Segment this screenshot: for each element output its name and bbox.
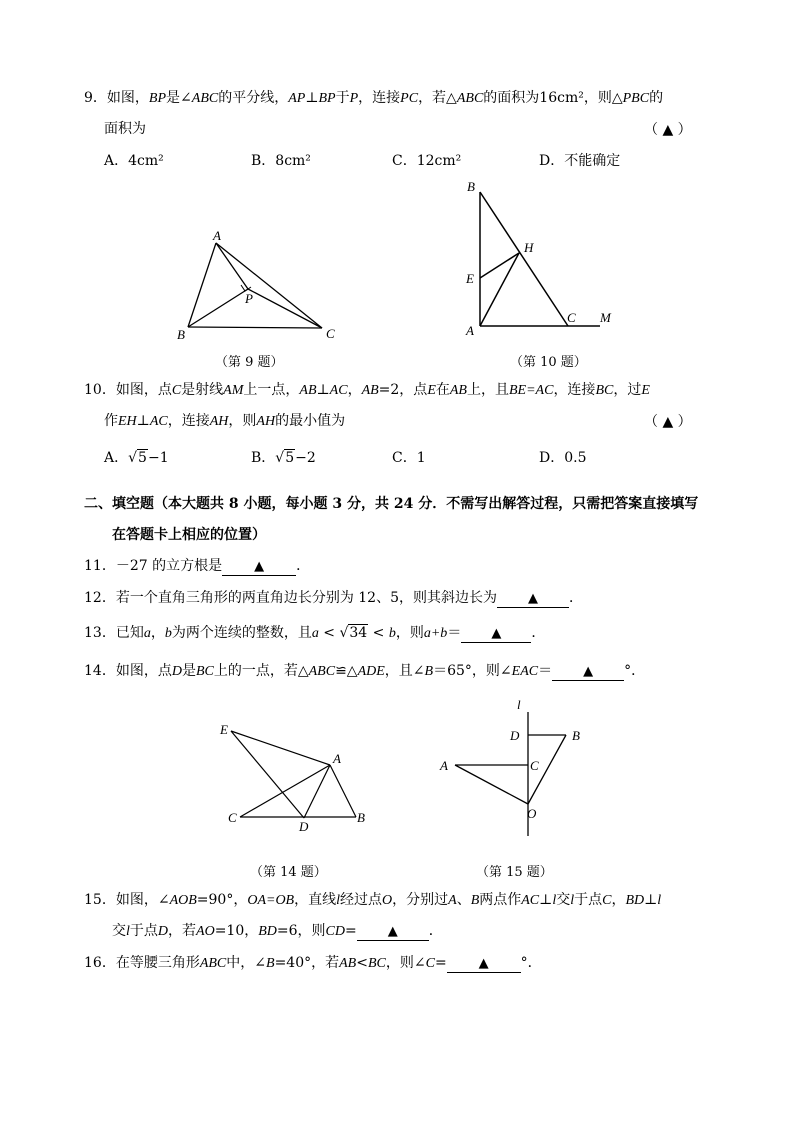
q9-seg-ab (188, 243, 216, 327)
q10-choice-a: A．√5−1 (104, 450, 169, 466)
q10-label-m: M (600, 310, 611, 325)
q9-seg-bc (188, 327, 322, 328)
q15-seg-bo (528, 735, 566, 804)
q9-seg-ap (216, 243, 248, 289)
q14-label-a: A (333, 751, 341, 766)
q15-label-b: B (572, 728, 580, 743)
q15-label-l: l (517, 697, 521, 712)
sqrt-symbol: √34 (339, 625, 368, 641)
q15-label-d: D (510, 728, 520, 743)
q9-label-a: A (213, 228, 221, 243)
q9-caption: （第 9 题） (215, 355, 284, 370)
q9-seg-bp (188, 289, 248, 327)
q10-choice-c: C．1 (392, 450, 426, 466)
q12-blank[interactable]: ▲ (497, 590, 569, 608)
q14-label-b: B (357, 810, 365, 825)
q15-label-o: O (527, 806, 537, 821)
q10-line2: 作EH⊥AC，连接AH，则AH的最小值为 (104, 413, 346, 429)
q14-caption: （第 14 题） (250, 865, 327, 880)
q14-blank[interactable]: ▲ (552, 663, 624, 681)
q15-blank[interactable]: ▲ (357, 923, 429, 941)
q14-seg-ab (330, 765, 356, 817)
q14-seg-ad (304, 765, 330, 818)
q10-caption: （第 10 题） (510, 355, 587, 370)
q10-line1: 10．如图，点C是射线AM上一点，AB⊥AC，AB=2，点E在AB上，且BE=AC，连接BC，过E (84, 382, 650, 398)
q9-choice-d: D．不能确定 (539, 153, 621, 169)
q15-seg-ao (455, 765, 528, 804)
q10-label-a: A (466, 323, 474, 338)
q10-choice-d: D．0.5 (539, 450, 587, 466)
q10-label-h: H (524, 240, 534, 255)
q10-seg-ah (480, 253, 519, 326)
q16-blank[interactable]: ▲ (447, 955, 521, 973)
q9-seg-ac (216, 243, 322, 328)
q15-caption: （第 15 题） (476, 865, 553, 880)
q9-label-b: B (177, 327, 185, 342)
q14-seg-ea (231, 731, 330, 765)
q15-label-c: C (530, 758, 539, 773)
q14: 14．如图，点D是BC上的一点，若△ABC≌△ADE，且∠B＝65°，则∠EAC＝ ▲ °． (84, 663, 646, 679)
q16: 16．在等腰三角形ABC中，∠B=40°，若AB<BC，则∠C= ▲ °． (84, 955, 542, 971)
q9-choice-c: C．12cm² (392, 153, 462, 169)
q14-seg-ed (231, 731, 304, 818)
q9-line1: 9．如图，BP是∠ABC的平分线，AP⊥BP于P，连接PC，若△ABC的面积为16cm²，则△PBC的 (84, 90, 664, 106)
q9-choice-b: B．8cm² (251, 153, 311, 169)
q10-seg-bc (480, 192, 568, 326)
q14-label-d: D (299, 819, 309, 834)
section2-heading-line2: 在答题卡上相应的位置） (112, 527, 266, 543)
q10-choice-b: B．√5−2 (251, 450, 316, 466)
q9-answer-bracket: （ ▲ ） (644, 122, 692, 138)
q11: 11．－27 的立方根是 ▲ ． (84, 558, 311, 574)
q15-line1: 15．如图，∠AOB=90°，OA=OB，直线l经过点O，分别过A、B两点作AC⊥l交l于点C，BD⊥l (84, 892, 662, 908)
q15-line2: 交l于点D，若AO=10，BD=6，则CD= ▲ ． (112, 923, 443, 939)
q9-seg-pc (248, 289, 322, 328)
q14-seg-ca (240, 765, 330, 817)
q10-label-b: B (467, 179, 475, 194)
q12: 12．若一个直角三角形的两直角边长分别为 12、5，则其斜边长为 ▲ ． (84, 590, 583, 606)
q13: 13．已知a，b为两个连续的整数，且a < √34 < b，则a+b＝ ▲ ． (84, 625, 546, 641)
q11-blank[interactable]: ▲ (222, 558, 296, 576)
q13-blank[interactable]: ▲ (461, 625, 531, 643)
q15-label-a: A (440, 758, 448, 773)
q9-right-angle-mark (241, 285, 251, 291)
q9-label-p: P (245, 291, 253, 306)
q9-label-c: C (326, 326, 335, 341)
q14-label-e: E (220, 722, 228, 737)
q10-label-e: E (466, 271, 474, 286)
sqrt-symbol: √5 (275, 450, 295, 466)
q10-label-c: C (567, 310, 576, 325)
q9-choice-a: A．4cm² (104, 153, 164, 169)
q9-line2: 面积为 (104, 121, 146, 137)
q10-answer-bracket: （ ▲ ） (644, 414, 692, 430)
section2-heading-line1: 二、填空题（本大题共 8 小题，每小题 3 分，共 24 分．不需写出解答过程，只需把答案直接填写 (84, 496, 699, 512)
q10-seg-eh (480, 253, 519, 278)
q14-label-c: C (228, 810, 237, 825)
sqrt-symbol: √5 (128, 450, 147, 466)
